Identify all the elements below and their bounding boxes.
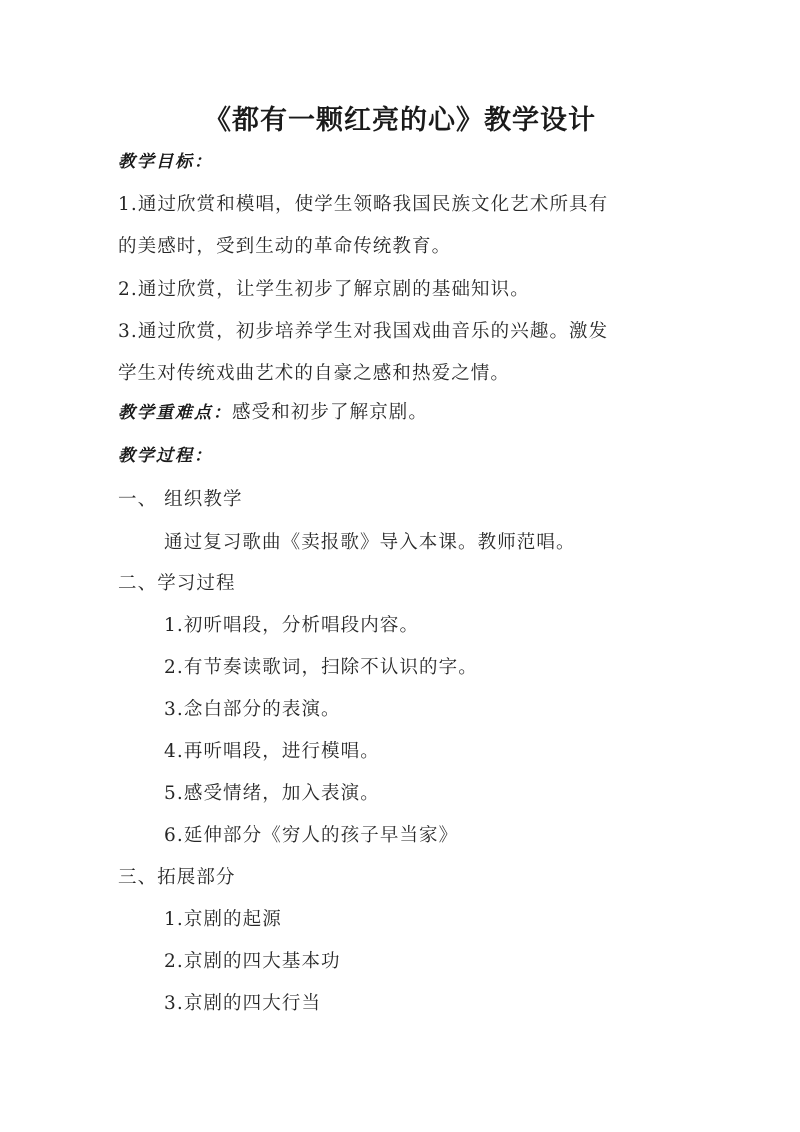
section-3-item-3: 3.京剧的四大行当 — [164, 993, 322, 1014]
section-3-item-1: 1.京剧的起源 — [164, 909, 282, 930]
objective-line-2: 的美感时，受到生动的革命传统教育。 — [118, 236, 452, 257]
section-2-item-1: 1.初听唱段，分析唱段内容。 — [164, 615, 420, 636]
section-2-item-4: 4.再听唱段，进行模唱。 — [164, 741, 380, 762]
objective-line-3: 2.通过欣赏，让学生初步了解京剧的基础知识。 — [118, 279, 530, 300]
key-points-row — [118, 398, 428, 424]
section-2-item-6: 6.延伸部分《穷人的孩子早当家》 — [164, 825, 459, 846]
objectives-heading: 教学目标： — [118, 152, 213, 172]
key-points-heading: 教学重难点： — [118, 403, 232, 423]
section-3-item-2: 2.京剧的四大基本功 — [164, 951, 341, 972]
section-2-item-2: 2.有节奏读歌词，扫除不认识的字。 — [164, 657, 478, 678]
section-1-item-1: 通过复习歌曲《卖报歌》导入本课。教师范唱。 — [164, 532, 576, 553]
section-title-1: 一、 组织教学 — [118, 489, 243, 510]
section-2-item-5: 5.感受情绪，加入表演。 — [164, 783, 380, 804]
section-title-3: 三、拓展部分 — [118, 867, 236, 888]
objective-line-1: 1.通过欣赏和模唱，使学生领略我国民族文化艺术所具有 — [118, 194, 609, 215]
key-points-text: 感受和初步了解京剧。 — [232, 402, 429, 423]
objective-line-4: 3.通过欣赏，初步培养学生对我国戏曲音乐的兴趣。激发 — [118, 321, 609, 342]
objective-line-5: 学生对传统戏曲艺术的自豪之感和热爱之情。 — [118, 363, 511, 384]
document-title: 《都有一颗红亮的心》教学设计 — [204, 105, 596, 136]
section-title-2: 二、学习过程 — [118, 573, 236, 594]
section-2-item-3: 3.念白部分的表演。 — [164, 699, 341, 720]
process-heading: 教学过程： — [118, 446, 213, 466]
